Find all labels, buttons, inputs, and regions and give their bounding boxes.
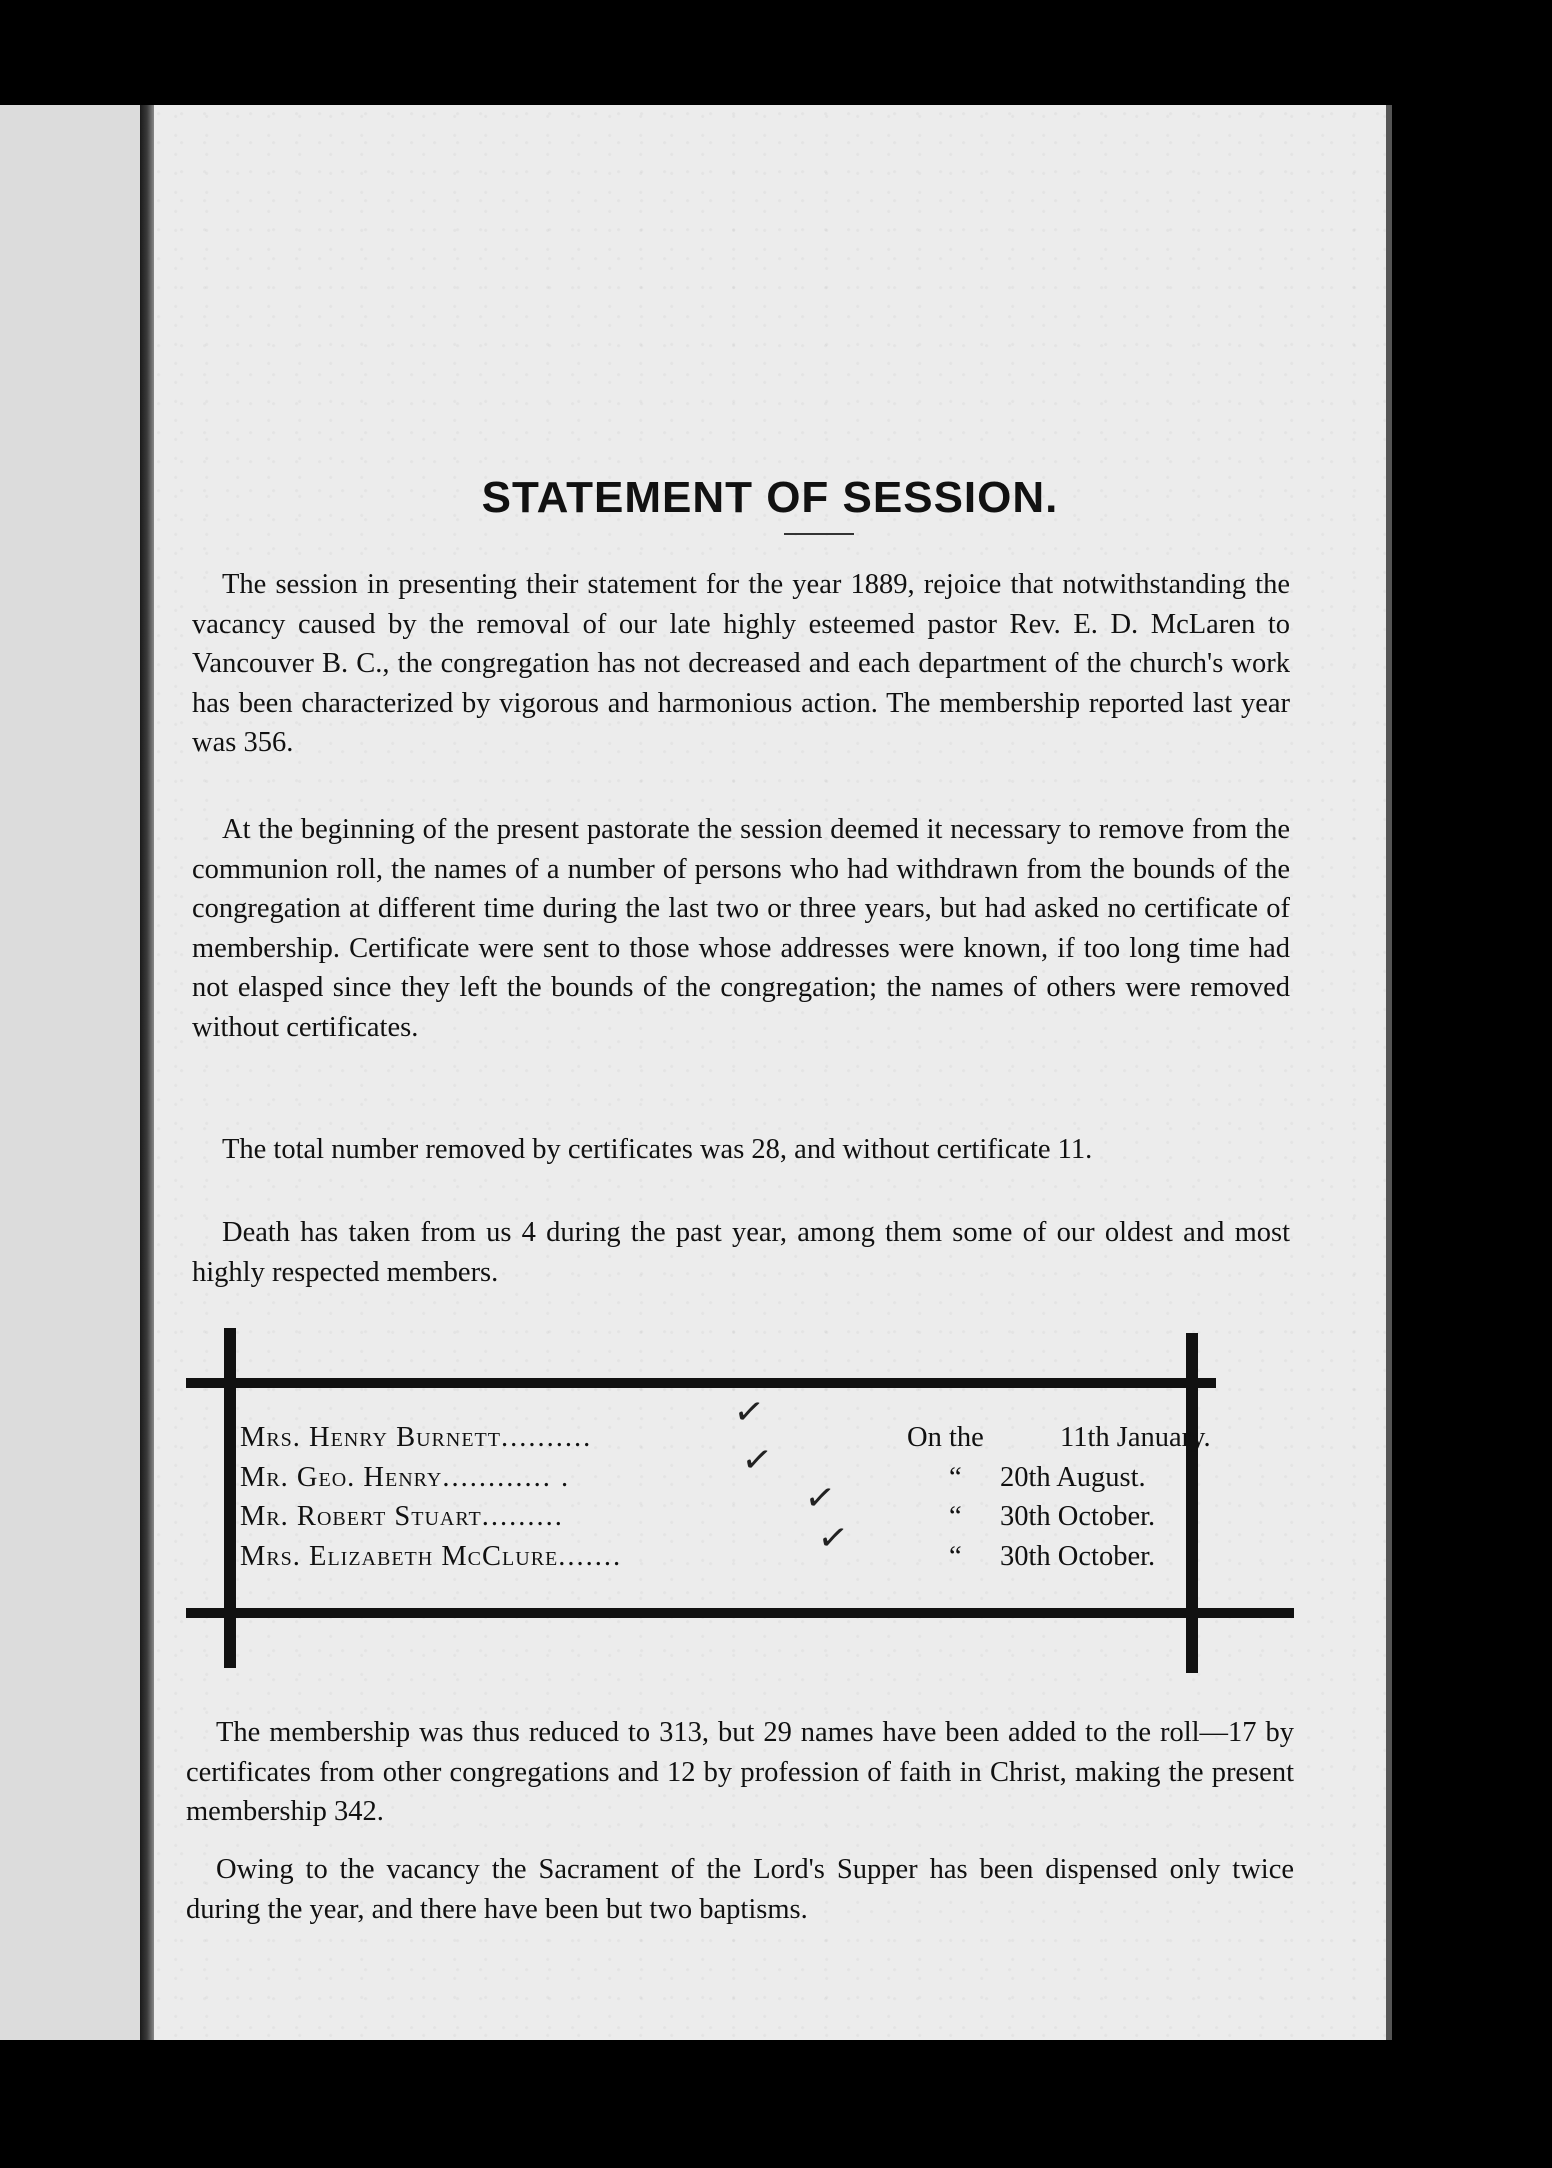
title-rule (784, 533, 854, 535)
facing-page-edge (0, 105, 152, 2040)
list-item (240, 1497, 1200, 1537)
ditto-mark: “ (949, 1461, 962, 1493)
death-date: 11th January. (1060, 1422, 1211, 1453)
handwritten-check-icon: ✓ (802, 1476, 838, 1521)
deceased-name: Mrs. Henry Burnett (240, 1422, 501, 1453)
list-item (240, 1537, 1200, 1577)
frame-rule-bottom (186, 1608, 1294, 1618)
paragraph-communion-roll: At the beginning of the present pastorate the session deemed it necessary to remove from the communion roll, the names of a number of persons who had withdrawn from the bounds of the congregation at different time during the last two or three years, but had asked no certificate of membership. Certificate were sent to those whose addresses were known, if too long time had not elasped since they left the bounds of the congregation; the names of others were removed without certificates. (192, 814, 1290, 1043)
frame-rule-top (186, 1378, 1216, 1388)
handwritten-check-icon: ✓ (731, 1390, 767, 1435)
page-edge (1386, 105, 1392, 2040)
deceased-name: Mr. Robert Stuart (240, 1501, 482, 1532)
death-date: 30th October. (1000, 1501, 1156, 1532)
handwritten-check-icon: ✓ (815, 1516, 851, 1561)
list-item (240, 1458, 1200, 1498)
deceased-name: Mrs. Elizabeth McClure (240, 1540, 559, 1572)
paragraph-statement-intro: The session in presenting their statement for the year 1889, rejoice that notwithstanding the vacancy caused by the removal of our late highly esteemed pastor Rev. E. D. McLaren to Vancouver B. C., the congregation has not decreased and each department of the church's work has been characterized by vigorous and harmonious action. The membership reported last year was 356. (192, 569, 1290, 758)
paragraph-removed-total: The total number removed by certificates was 28, and without certificate 11. (222, 1134, 1093, 1165)
ditto-mark: “ (949, 1540, 962, 1572)
dot-leader: ......... (481, 1501, 564, 1532)
deceased-name: Mr. Geo. Henry (240, 1461, 443, 1493)
list-item (240, 1418, 1211, 1458)
paragraph-membership: The membership was thus reduced to 313, but 29 names have been added to the roll—17 by certificates from other congregations and 12 by profession of faith in Christ, making the present membership 342. (186, 1717, 1294, 1827)
death-date: 30th October. (1000, 1540, 1156, 1572)
dot-leader: ............ . (442, 1461, 571, 1493)
death-date: 20th August. (1000, 1461, 1146, 1493)
deaths-list (240, 1418, 1211, 1576)
ditto-mark: “ (949, 1501, 962, 1532)
binding-gutter (140, 105, 154, 2040)
date-prefix: On the (907, 1422, 984, 1453)
page-title: STATEMENT OF SESSION. (481, 473, 1059, 522)
dot-leader: ....... (558, 1540, 623, 1572)
frame-rule-left (224, 1328, 236, 1668)
paragraph-deaths: Death has taken from us 4 during the past year, among them some of our oldest and most highly respected members. (192, 1217, 1290, 1288)
handwritten-check-icon: ✓ (739, 1438, 775, 1483)
paragraph-sacrament: Owing to the vacancy the Sacrament of the Lord's Supper has been dispensed only twice during the year, and there have been but two baptisms. (186, 1854, 1294, 1925)
dot-leader: .......... (501, 1422, 593, 1453)
